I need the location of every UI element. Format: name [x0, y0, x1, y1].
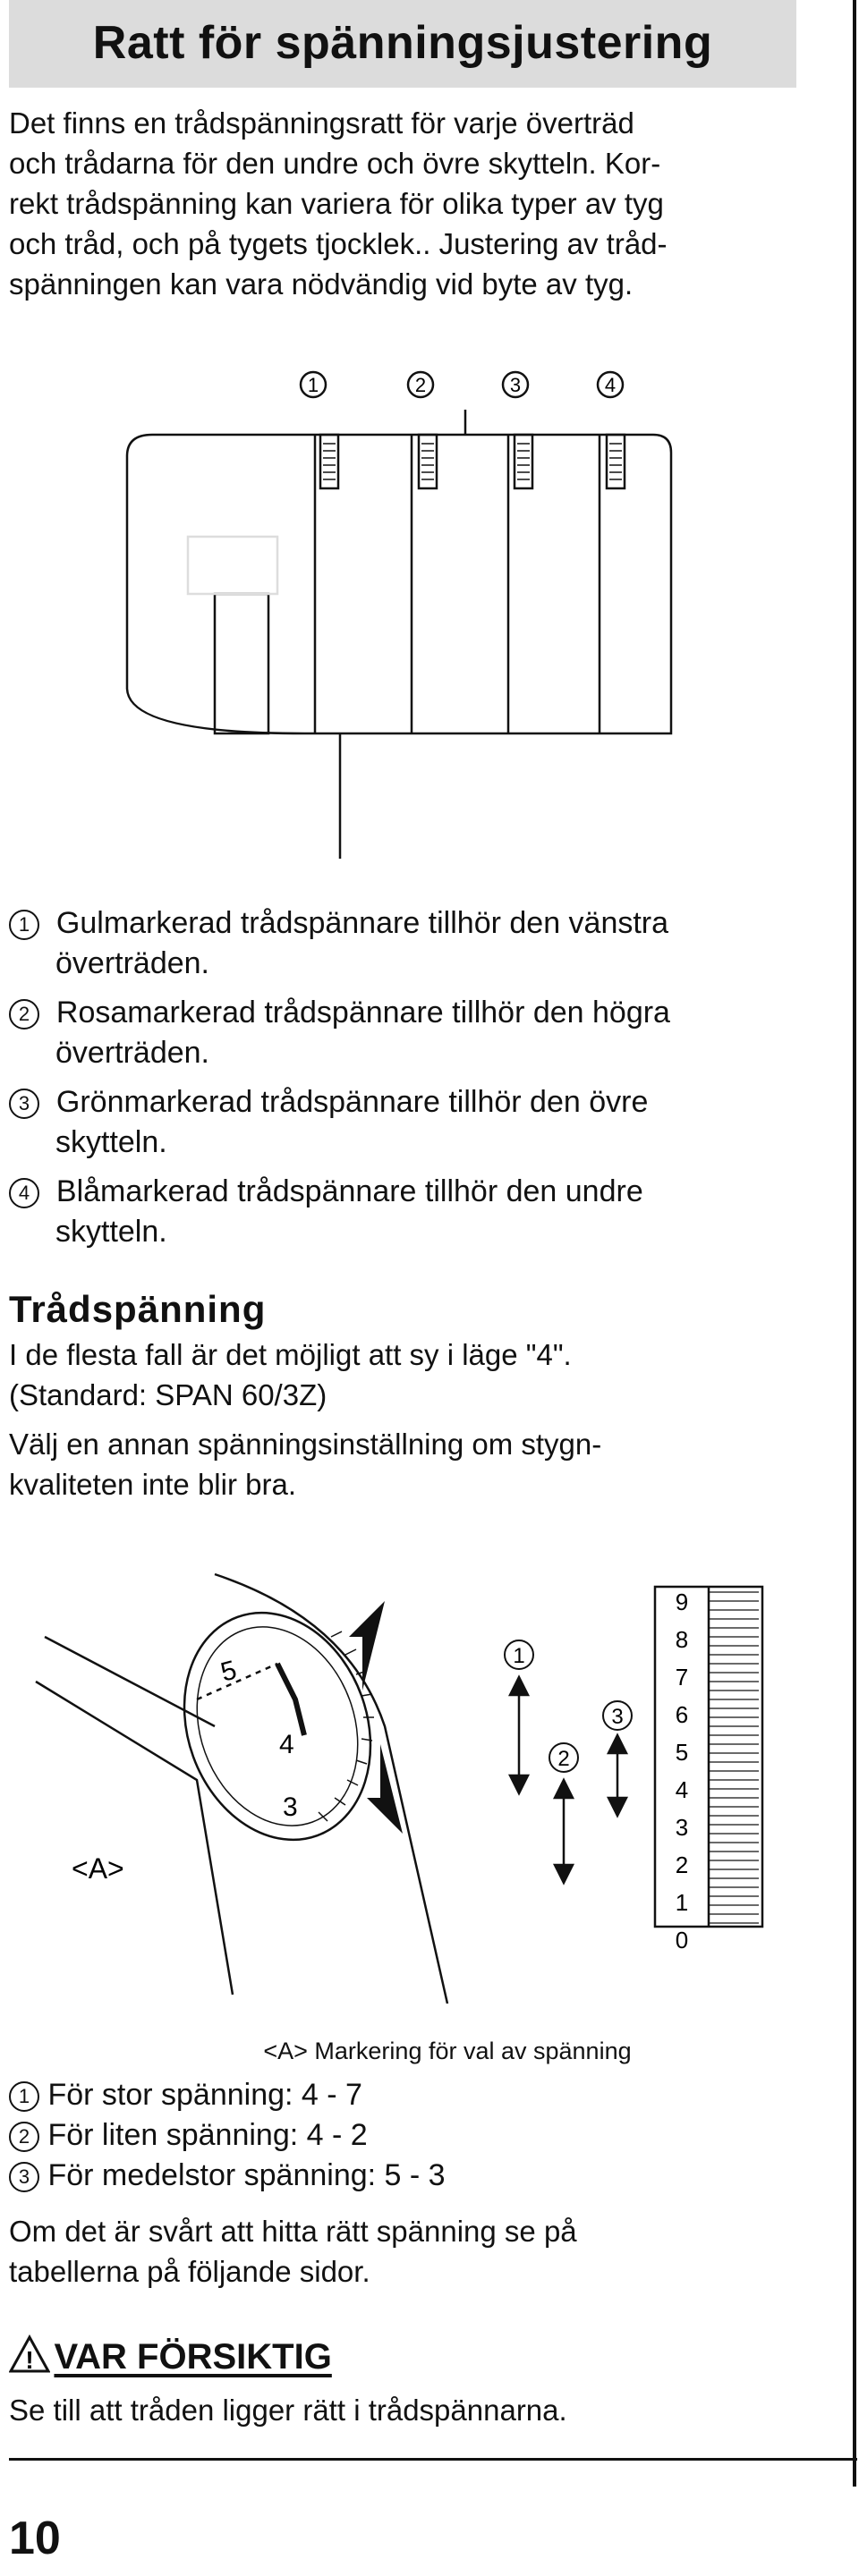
dial-label-3: 3: [509, 374, 522, 396]
range-item: [9, 2156, 814, 2196]
title-bar: [9, 0, 796, 88]
dial-label-1: 1: [307, 374, 319, 396]
tension-scale: [676, 1589, 759, 1953]
intro-line: rekt trådspänning kan variera för olika typer av tyg: [9, 187, 664, 220]
range-text: För liten spänning: 4 - 2: [47, 2118, 368, 2152]
legend-text: Grönmarkerad trådspännare tillhör den övre: [55, 1085, 649, 1119]
intro-line: spänningen kan vara nödvändig vid byte av tyg.: [9, 267, 634, 301]
page-border-bottom: [9, 2458, 857, 2461]
page-title: Ratt för spänningsjustering: [92, 17, 713, 69]
legend-text-cont: skytteln.: [55, 1125, 167, 1159]
tension-setting-diagram: [9, 1556, 814, 2004]
diagram-caption: <A> Markering för val av spänning: [263, 2038, 632, 2064]
range-item: [9, 2075, 814, 2115]
range-label-3: 3: [611, 1705, 624, 1729]
legend-text-cont: överträden.: [55, 946, 209, 980]
section-heading: Trådspänning: [9, 1288, 267, 1330]
tension-line: Välj en annan spänningsinställning om stygn-: [9, 1428, 602, 1461]
legend-text: Blåmarkerad trådspännare tillhör den undre: [55, 1174, 643, 1208]
range-label-1: 1: [513, 1644, 525, 1668]
intro-paragraph: [9, 103, 796, 304]
scale-number: 6: [675, 1701, 689, 1728]
svg-text:!: !: [25, 2346, 34, 2374]
number-badge: 3: [9, 2162, 39, 2192]
intro-line: Det finns en trådspänningsratt för varje överträd: [9, 106, 634, 140]
warning-block: [9, 2334, 814, 2430]
scale-number: 1: [675, 1889, 689, 1916]
dial-marker-label: <A>: [72, 1852, 124, 1885]
tension-section: [9, 1288, 814, 1504]
legend-item: [9, 903, 814, 984]
legend-text: Rosamarkerad trådspännare tillhör den högra: [55, 996, 670, 1030]
legend-text-cont: skytteln.: [55, 1215, 167, 1249]
tension-line: kvaliteten inte blir bra.: [9, 1468, 296, 1501]
warning-text: Se till att tråden ligger rätt i trådspännarna.: [9, 2394, 567, 2427]
scale-number: 8: [675, 1626, 689, 1653]
scale-number: 0: [675, 1927, 689, 1953]
number-badge: 1: [9, 910, 39, 940]
advice-line: Om det är svårt att hitta rätt spänning se på: [9, 2215, 577, 2248]
dial-label-4: 4: [604, 374, 617, 396]
scale-number: 2: [675, 1852, 689, 1878]
legend-item: [9, 1172, 814, 1252]
scale-number: 9: [675, 1589, 689, 1615]
legend-item: [9, 993, 814, 1073]
scale-number: 3: [675, 1814, 689, 1841]
range-label-2: 2: [557, 1747, 570, 1771]
scale-number: 5: [675, 1739, 689, 1766]
dial-number-3: 3: [283, 1792, 298, 1822]
number-badge: 3: [9, 1089, 39, 1119]
tension-dials-diagram: [116, 358, 689, 868]
range-item: [9, 2115, 814, 2156]
number-badge: 4: [9, 1178, 39, 1208]
range-text: För medelstor spänning: 5 - 3: [47, 2158, 446, 2192]
advice-line: tabellerna på följande sidor.: [9, 2255, 370, 2288]
dial-number-5: 5: [217, 1655, 240, 1688]
legend-text: Gulmarkerad trådspännare tillhör den vänstra: [55, 906, 669, 940]
range-text: För stor spänning: 4 - 7: [47, 2078, 362, 2112]
warning-triangle-icon: [9, 2334, 50, 2374]
legend-text-cont: överträden.: [55, 1036, 209, 1070]
scale-number: 4: [675, 1776, 689, 1803]
intro-line: och tråd, och på tygets tjocklek.. Justering av tråd-: [9, 227, 668, 260]
dial-label-2: 2: [414, 374, 427, 396]
number-badge: 2: [9, 999, 39, 1030]
page-number: 10: [9, 2512, 61, 2564]
tension-line: I de flesta fall är det möjligt att sy i läge "4".: [9, 1338, 572, 1371]
number-badge: 2: [9, 2122, 39, 2152]
intro-line: och trådarna för den undre och övre skytteln. Kor-: [9, 147, 661, 180]
scale-number: 7: [675, 1664, 689, 1690]
warning-title: VAR FÖRSIKTIG: [54, 2337, 332, 2377]
legend-item: [9, 1082, 814, 1163]
dial-legend: [9, 903, 814, 1252]
page-border-right: [853, 0, 856, 2487]
dial-number-4: 4: [279, 1730, 294, 1759]
number-badge: 1: [9, 2081, 39, 2112]
tension-ranges: [9, 2075, 814, 2196]
advice-text: [9, 2211, 577, 2292]
tension-line: (Standard: SPAN 60/3Z): [9, 1378, 327, 1411]
